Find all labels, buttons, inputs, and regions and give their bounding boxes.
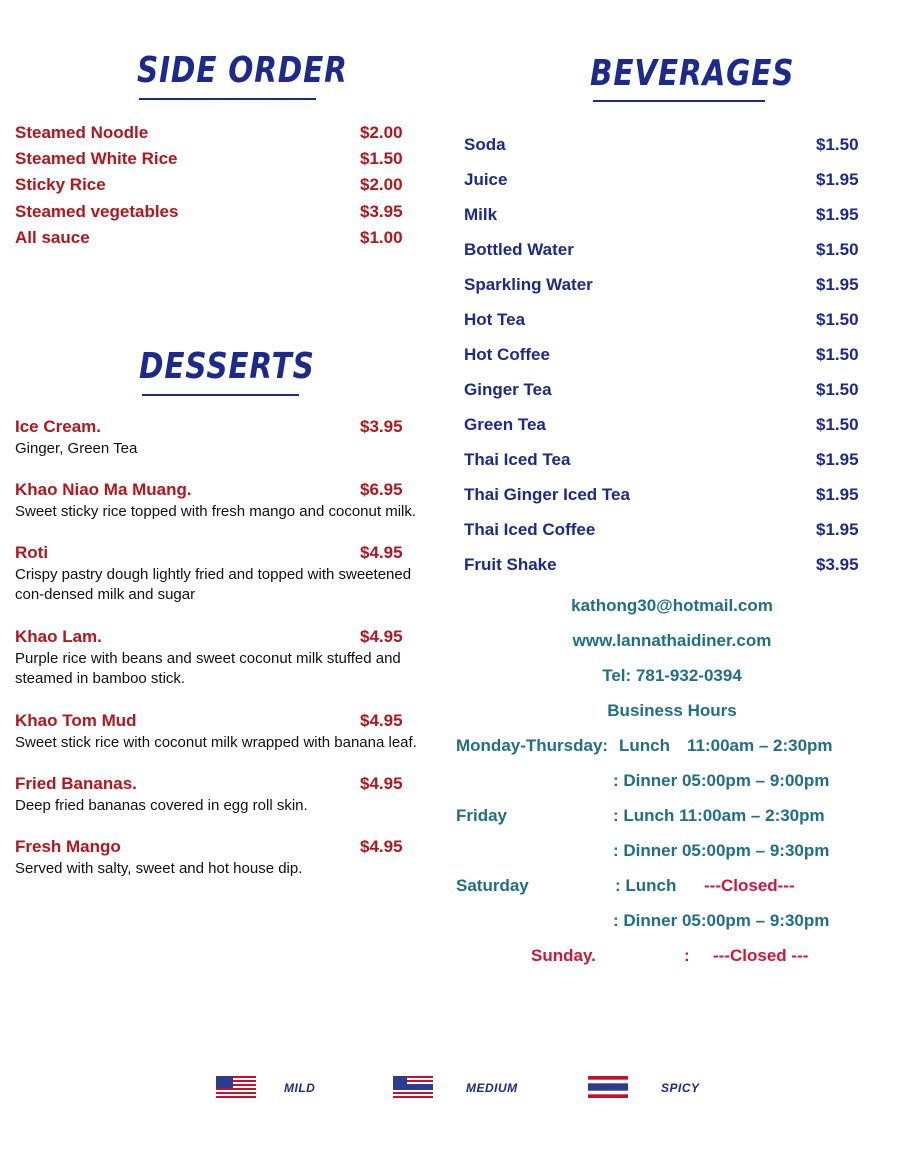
beverage-price: $1.50 <box>816 345 859 364</box>
dessert-khao-niao-ma-muang <box>15 480 435 522</box>
beverage-price: $1.50 <box>816 240 859 259</box>
beverage-name: Juice <box>464 170 508 189</box>
hours-fri-dinner: : Dinner 05:00pm – 9:30pm <box>613 841 830 860</box>
dessert-name: Ice Cream. <box>15 417 101 436</box>
side-item-steamed-white-rice <box>15 149 405 171</box>
beverage-hot-tea <box>464 310 864 332</box>
hours-sun-colon: : <box>684 946 690 965</box>
hours-mon-thu-dinner: : Dinner 05:00pm – 9:00pm <box>613 771 830 790</box>
item-price: $1.00 <box>360 228 403 247</box>
beverage-ginger-tea <box>464 380 864 402</box>
beverage-thai-ginger-iced-tea <box>464 485 864 507</box>
hours-mon-thu-lunch: Lunch <box>619 736 670 755</box>
dessert-description: Crispy pastry dough lightly fried and topped with sweetened con-densed milk and sugar <box>15 566 412 603</box>
beverage-name: Green Tea <box>464 415 546 434</box>
beverage-name: Thai Iced Tea <box>464 450 571 469</box>
dessert-name: Fresh Mango <box>15 837 121 856</box>
item-price: $2.00 <box>360 123 403 142</box>
beverage-name: Hot Coffee <box>464 345 550 364</box>
beverage-name: Bottled Water <box>464 240 574 259</box>
beverage-milk <box>464 205 864 227</box>
side-item-all-sauce <box>15 228 405 250</box>
beverage-thai-iced-tea <box>464 450 864 472</box>
beverage-name: Ginger Tea <box>464 380 552 399</box>
hours-sun-closed: ---Closed --- <box>713 946 809 965</box>
dessert-khao-tom-mud <box>15 711 435 753</box>
side-item-sticky-rice <box>15 175 405 197</box>
dessert-name: Khao Niao Ma Muang. <box>15 480 192 499</box>
side-item-steamed-noodle <box>15 123 405 145</box>
dessert-price: $4.95 <box>360 774 403 793</box>
beverages-title: BEVERAGES <box>590 53 795 94</box>
beverage-fruit-shake <box>464 555 864 577</box>
item-price: $2.00 <box>360 175 403 194</box>
item-price: $3.95 <box>360 202 403 221</box>
hours-mon-thu-day: Monday-Thursday: <box>456 736 609 755</box>
business-hours-title: Business Hours <box>607 701 737 720</box>
hours-fri-lunch: : Lunch 11:00am – 2:30pm <box>613 806 825 825</box>
hours-sat-dinner: : Dinner 05:00pm – 9:30pm <box>613 911 830 930</box>
beverage-name: Hot Tea <box>464 310 526 329</box>
beverage-name: Thai Ginger Iced Tea <box>464 485 630 504</box>
beverage-name: Soda <box>464 135 506 154</box>
beverage-soda <box>464 135 864 157</box>
desserts-title: DESSERTS <box>139 346 315 387</box>
dessert-price: $3.95 <box>360 417 403 436</box>
side-item-steamed-vegetables <box>15 202 405 224</box>
beverage-price: $1.95 <box>816 170 859 189</box>
dessert-description: Purple rice with beans and sweet coconut milk stuffed and steamed in bamboo stick. <box>15 650 401 687</box>
beverage-juice <box>464 170 864 192</box>
hours-sat-closed: ---Closed--- <box>704 876 795 895</box>
beverage-name: Thai Iced Coffee <box>464 520 596 539</box>
beverage-hot-coffee <box>464 345 864 367</box>
beverage-price: $1.50 <box>816 380 859 399</box>
dessert-name: Roti <box>15 543 49 562</box>
us-flag-icon <box>216 1076 256 1098</box>
contact-email[interactable]: kathong30@hotmail.com <box>571 596 773 615</box>
beverage-sparkling-water <box>464 275 864 297</box>
dessert-name: Fried Bananas. <box>15 774 137 793</box>
dessert-ice-cream <box>15 417 435 459</box>
dessert-description: Served with salty, sweet and hot house dip. <box>15 860 303 877</box>
hours-sat-day: Saturday <box>456 876 529 895</box>
dessert-description: Sweet stick rice with coconut milk wrapped with banana leaf. <box>15 734 417 751</box>
legend-spicy: SPICY <box>661 1081 700 1095</box>
dessert-roti <box>15 543 435 605</box>
hours-fri-day: Friday <box>456 806 508 825</box>
dessert-price: $4.95 <box>360 711 403 730</box>
hours-sun-day: Sunday. <box>531 946 596 965</box>
side-order-underline <box>139 98 316 100</box>
hours-mon-thu-lunch-time: 11:00am – 2:30pm <box>687 736 833 755</box>
beverage-price: $1.95 <box>816 485 859 504</box>
dessert-description: Sweet sticky rice topped with fresh mango and coconut milk. <box>15 503 417 520</box>
thai-flag-icon <box>588 1076 628 1098</box>
beverage-price: $1.95 <box>816 520 859 539</box>
beverage-name: Sparkling Water <box>464 275 593 294</box>
dessert-description: Ginger, Green Tea <box>15 440 138 457</box>
beverage-green-tea <box>464 415 864 437</box>
beverage-price: $1.95 <box>816 205 859 224</box>
beverage-name: Milk <box>464 205 498 224</box>
item-price: $1.50 <box>360 149 403 168</box>
legend-medium: MEDIUM <box>466 1081 518 1095</box>
dessert-fried-bananas <box>15 774 435 816</box>
contact-website[interactable]: www.lannathaidiner.com <box>572 631 772 650</box>
dessert-price: $4.95 <box>360 627 403 646</box>
item-name: All sauce <box>15 228 90 247</box>
beverage-price: $1.95 <box>816 275 859 294</box>
dessert-name: Khao Lam. <box>15 627 102 646</box>
beverage-price: $1.50 <box>816 415 859 434</box>
beverage-price: $1.95 <box>816 450 859 469</box>
legend-mild: MILD <box>284 1081 316 1095</box>
item-name: Steamed vegetables <box>15 202 179 221</box>
dessert-khao-lam <box>15 627 435 689</box>
beverage-thai-iced-coffee <box>464 520 864 542</box>
us-thai-flag-icon <box>393 1076 433 1098</box>
side-order-title: SIDE ORDER <box>137 50 348 91</box>
beverage-bottled-water <box>464 240 864 262</box>
item-name: Steamed White Rice <box>15 149 178 168</box>
hours-sat-lunch: : Lunch <box>615 876 677 895</box>
dessert-description: Deep fried bananas covered in egg roll skin. <box>15 797 308 814</box>
item-name: Sticky Rice <box>15 175 106 194</box>
dessert-price: $4.95 <box>360 543 403 562</box>
desserts-underline <box>142 394 299 396</box>
dessert-name: Khao Tom Mud <box>15 711 137 730</box>
beverages-underline <box>593 100 765 102</box>
contact-phone: Tel: 781-932-0394 <box>602 666 742 685</box>
item-name: Steamed Noodle <box>15 123 149 142</box>
dessert-price: $6.95 <box>360 480 403 499</box>
beverage-price: $1.50 <box>816 135 859 154</box>
dessert-price: $4.95 <box>360 837 403 856</box>
beverage-price: $1.50 <box>816 310 859 329</box>
dessert-fresh-mango <box>15 837 435 879</box>
beverage-name: Fruit Shake <box>464 555 557 574</box>
beverage-price: $3.95 <box>816 555 859 574</box>
